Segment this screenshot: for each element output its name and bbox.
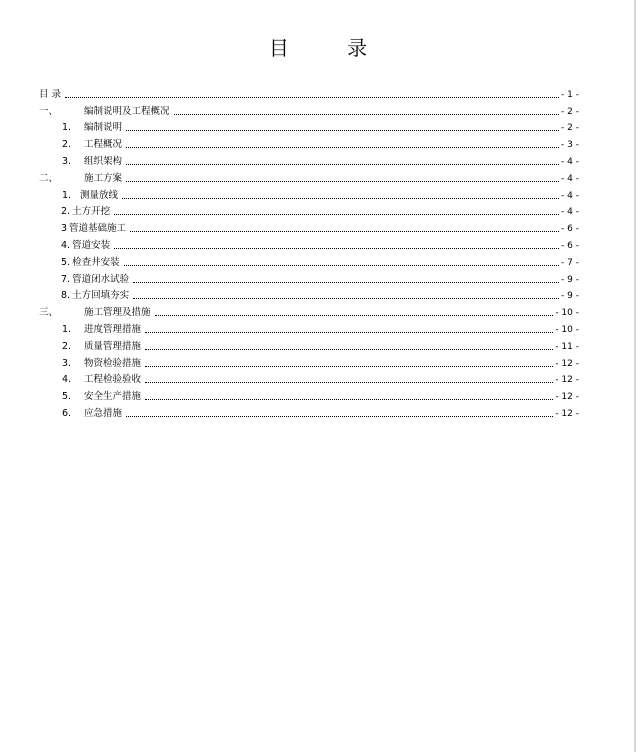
toc-entry-2-2[interactable] <box>39 202 579 219</box>
toc-entry-label: 管道闭水试验 <box>72 273 130 285</box>
toc-dot-leader <box>114 248 559 249</box>
toc-entry-label: 管道安装 <box>72 239 111 251</box>
toc-dot-leader <box>133 282 559 283</box>
toc-entry-page: - 7 - <box>561 257 579 268</box>
toc-entry-1-3[interactable] <box>39 151 579 168</box>
toc-dot-leader <box>145 382 553 383</box>
page-title: 目 录 <box>268 36 394 60</box>
toc-dot-leader <box>130 231 559 232</box>
toc-entry-number: 1. <box>62 122 72 134</box>
toc-dot-leader <box>145 366 553 367</box>
toc-entry-3-5[interactable] <box>39 386 579 403</box>
toc-entry-page: - 4 - <box>561 207 579 218</box>
toc-entry-label: 组织架构 <box>84 155 123 167</box>
toc-entry-page: - 4 - <box>561 156 579 167</box>
toc-entry-label: 土方回填夯实 <box>72 290 130 302</box>
toc-entry-section-1[interactable] <box>39 101 579 118</box>
toc-entry-3-1[interactable] <box>39 319 579 336</box>
toc-entry-label: 工程概况 <box>84 139 123 151</box>
toc-entry-1-1[interactable] <box>39 118 579 135</box>
toc-entry-number: 1. <box>62 323 72 335</box>
toc-entry-page: - 2 - <box>561 123 579 134</box>
toc-entry-number: 2. <box>62 340 72 352</box>
toc-entry-3-6[interactable] <box>39 403 579 420</box>
toc-entry-section-2[interactable] <box>39 168 579 185</box>
toc-entry-page: - 4 - <box>561 173 579 184</box>
toc-entry-number: 2. <box>62 139 72 151</box>
toc-dot-leader <box>155 315 554 316</box>
table-of-contents <box>39 84 579 420</box>
toc-entry-2-7[interactable] <box>39 269 579 286</box>
toc-entry-page: - 12 - <box>555 375 579 386</box>
toc-entry-2-8[interactable] <box>39 286 579 303</box>
toc-entry-number: 目 录 <box>39 88 62 100</box>
toc-dot-leader <box>126 164 559 165</box>
toc-entry-label: 土方开挖 <box>72 206 111 218</box>
toc-entry-1-2[interactable] <box>39 134 579 151</box>
toc-dot-leader <box>126 147 559 148</box>
toc-entry-number: 3. <box>62 357 72 369</box>
toc-entry-page: - 11 - <box>555 341 579 352</box>
toc-entry-2-4[interactable] <box>39 235 579 252</box>
toc-dot-leader <box>126 416 553 417</box>
toc-entry-page: - 9 - <box>561 291 579 302</box>
toc-dot-leader <box>124 265 559 266</box>
toc-entry-page: - 12 - <box>555 358 579 369</box>
toc-entry-number: 7. <box>61 273 71 285</box>
toc-entry-3-3[interactable] <box>39 353 579 370</box>
toc-entry-number: 6. <box>62 407 72 419</box>
toc-entry-label: 检查井安装 <box>72 256 120 268</box>
toc-dot-leader <box>145 399 553 400</box>
toc-entry-label: 进度管理措施 <box>84 323 142 335</box>
toc-entry-number: 一、 <box>39 105 59 117</box>
toc-entry-label: 工程检验验收 <box>84 374 142 386</box>
toc-dot-leader <box>133 298 559 299</box>
toc-entry-number: 4. <box>62 374 72 386</box>
toc-entry-number: 2. <box>61 206 71 218</box>
toc-dot-leader <box>126 130 559 131</box>
toc-entry-2-5[interactable] <box>39 252 579 269</box>
toc-entry-page: - 6 - <box>561 240 579 251</box>
toc-entry-label: 安全生产措施 <box>84 391 142 403</box>
toc-entry-page: - 10 - <box>555 324 579 335</box>
toc-entry-2-3[interactable] <box>39 218 579 235</box>
toc-entry-label: 应急措施 <box>84 407 123 419</box>
toc-entry-contents[interactable] <box>39 84 579 101</box>
toc-entry-number: 1. <box>62 189 72 201</box>
toc-entry-number: 三、 <box>39 307 59 319</box>
toc-entry-page: - 9 - <box>561 274 579 285</box>
toc-entry-label: 物资检验措施 <box>84 357 142 369</box>
toc-entry-page: - 6 - <box>561 224 579 235</box>
toc-entry-number: 二、 <box>39 172 59 184</box>
toc-entry-page: - 3 - <box>561 140 579 151</box>
toc-entry-number: 5. <box>61 256 71 268</box>
toc-entry-number: 5. <box>62 391 72 403</box>
toc-entry-page: - 10 - <box>555 308 579 319</box>
toc-dot-leader <box>114 214 559 215</box>
toc-entry-page: - 2 - <box>561 106 579 117</box>
toc-entry-number: 8. <box>61 290 71 302</box>
toc-entry-label: 施工管理及措施 <box>84 307 151 319</box>
toc-entry-page: - 12 - <box>555 408 579 419</box>
toc-dot-leader <box>174 114 560 115</box>
toc-entry-label: 质量管理措施 <box>84 340 142 352</box>
toc-entry-label: 编制说明及工程概况 <box>84 105 170 117</box>
toc-entry-number: 3. <box>62 155 72 167</box>
toc-entry-number: 4. <box>61 239 71 251</box>
toc-entry-page: - 1 - <box>561 89 579 100</box>
toc-entry-label: 施工方案 <box>84 172 123 184</box>
toc-dot-leader <box>126 181 559 182</box>
toc-entry-page: - 4 - <box>561 190 579 201</box>
toc-dot-leader <box>122 198 559 199</box>
toc-dot-leader <box>65 97 559 98</box>
toc-entry-2-1[interactable] <box>39 185 579 202</box>
toc-entry-section-3[interactable] <box>39 302 579 319</box>
toc-dot-leader <box>145 332 553 333</box>
toc-entry-label: 测量放线 <box>80 189 119 201</box>
toc-dot-leader <box>145 349 553 350</box>
toc-entry-number: 3 <box>61 223 68 235</box>
toc-entry-3-2[interactable] <box>39 336 579 353</box>
toc-entry-page: - 12 - <box>555 392 579 403</box>
toc-entry-label: 编制说明 <box>84 122 123 134</box>
toc-entry-label: 管道基础施工 <box>69 223 127 235</box>
toc-entry-3-4[interactable] <box>39 370 579 387</box>
